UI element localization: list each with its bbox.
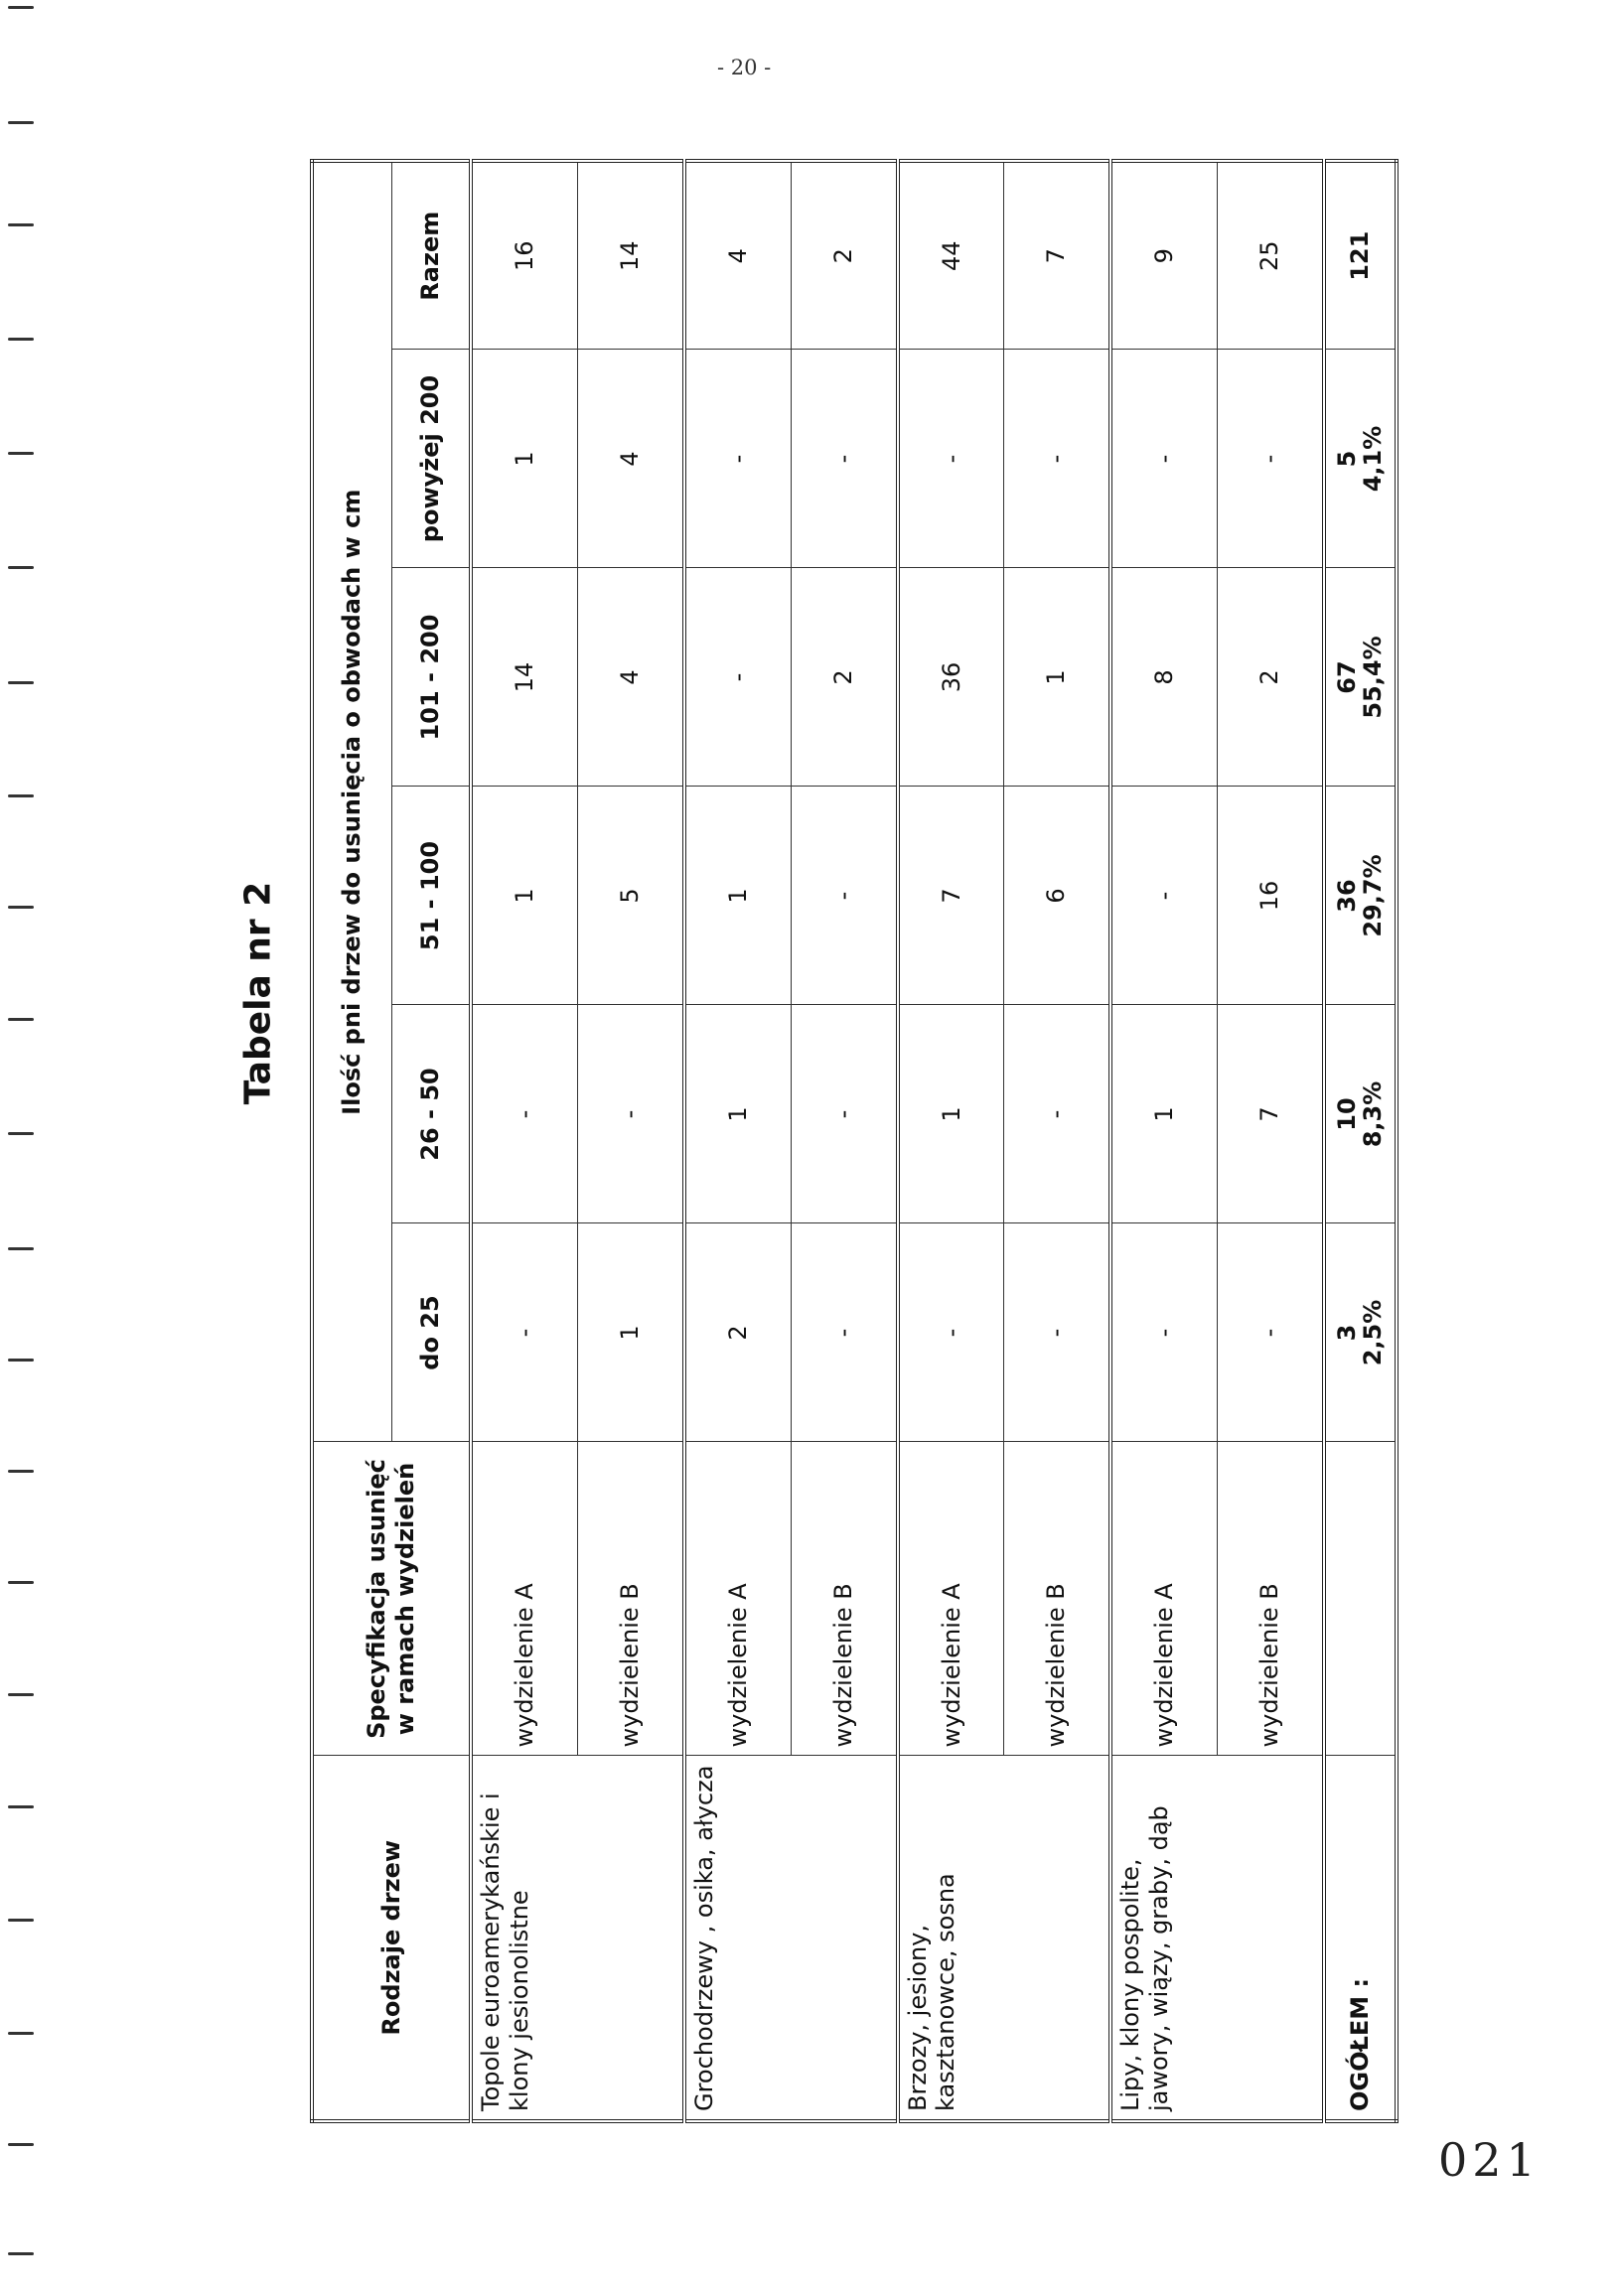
value-cell: 1 <box>684 787 791 1005</box>
subdivision-cell: wydzielenie A <box>471 1442 577 1756</box>
value-cell: 6 <box>1004 787 1110 1005</box>
binding-mark <box>8 794 34 797</box>
binding-mark <box>8 2252 34 2255</box>
value-cell: 7 <box>898 787 1004 1005</box>
value-cell: - <box>1110 1223 1217 1442</box>
value-cell: 1 <box>1004 568 1110 787</box>
table-row <box>684 161 791 2121</box>
totals-row <box>1324 161 1397 2121</box>
value-cell: 36 <box>898 568 1004 787</box>
table-row <box>1110 161 1217 2121</box>
totals-percent: 55,4% <box>1358 636 1387 719</box>
header-range: 51 - 100 <box>391 787 471 1005</box>
header-range: do 25 <box>391 1223 471 1442</box>
totals-cell <box>1324 568 1397 787</box>
row-total-cell: 9 <box>1110 161 1217 350</box>
value-cell: - <box>791 1005 897 1223</box>
value-cell: 1 <box>471 787 577 1005</box>
value-cell: 5 <box>577 787 683 1005</box>
value-cell: 7 <box>1218 1005 1324 1223</box>
value-cell: - <box>684 350 791 568</box>
value-cell: - <box>1218 1223 1324 1442</box>
binding-mark <box>8 1247 34 1250</box>
species-cell: Grochodrzewy , osika, ałycza <box>684 1756 898 2121</box>
totals-count: 36 <box>1333 879 1362 913</box>
species-cell: Brzozy, jesiony, kasztanowce, sosna <box>898 1756 1111 2121</box>
header-species: Rodzaje drzew <box>312 1756 471 2121</box>
table-title: Tabela nr 2 <box>237 881 279 1105</box>
row-total-cell: 25 <box>1218 161 1324 350</box>
value-cell: 8 <box>1110 568 1217 787</box>
value-cell: - <box>577 1005 683 1223</box>
row-total-cell: 2 <box>791 161 897 350</box>
value-cell: - <box>1218 350 1324 568</box>
binding-mark <box>8 223 34 226</box>
value-cell: - <box>471 1223 577 1442</box>
binding-mark <box>8 906 34 909</box>
totals-percent: 29,7% <box>1358 854 1387 937</box>
table-row <box>471 161 577 2121</box>
binding-mark <box>8 566 34 569</box>
value-cell: 1 <box>684 1005 791 1223</box>
binding-mark <box>8 452 34 455</box>
binding-mark <box>8 1470 34 1473</box>
totals-cell <box>1324 1005 1397 1223</box>
value-cell: 14 <box>471 568 577 787</box>
species-cell: Topole euroamerykańskie i klony jesionolistne <box>471 1756 684 2121</box>
header-range: 26 - 50 <box>391 1005 471 1223</box>
subdivision-cell: wydzielenie B <box>577 1442 683 1756</box>
binding-mark <box>8 6 34 9</box>
value-cell: 2 <box>1218 568 1324 787</box>
row-total-cell: 16 <box>471 161 577 350</box>
header-group: Ilość pni drzew do usunięcia o obwodach w cm <box>312 161 391 1442</box>
subdivision-cell: wydzielenie A <box>684 1442 791 1756</box>
binding-mark <box>8 1359 34 1362</box>
binding-mark <box>8 1693 34 1696</box>
totals-count: 67 <box>1333 660 1362 694</box>
value-cell: 1 <box>898 1005 1004 1223</box>
value-cell: 1 <box>1110 1005 1217 1223</box>
row-total-cell: 4 <box>684 161 791 350</box>
binding-mark <box>8 338 34 341</box>
row-total-cell: 14 <box>577 161 683 350</box>
subdivision-cell: wydzielenie A <box>1110 1442 1217 1756</box>
value-cell: - <box>1110 350 1217 568</box>
value-cell: 1 <box>471 350 577 568</box>
value-cell: 16 <box>1218 787 1324 1005</box>
binding-mark <box>8 1581 34 1584</box>
value-cell: - <box>898 1223 1004 1442</box>
subdivision-cell: wydzielenie B <box>791 1442 897 1756</box>
subdivision-cell: wydzielenie B <box>1004 1442 1110 1756</box>
value-cell: - <box>1004 1005 1110 1223</box>
binding-mark <box>8 1919 34 1922</box>
value-cell: - <box>471 1005 577 1223</box>
value-cell: 2 <box>684 1223 791 1442</box>
grand-total-cell: 121 <box>1324 161 1397 350</box>
value-cell: - <box>791 787 897 1005</box>
totals-count: 3 <box>1333 1324 1362 1342</box>
totals-percent: 2,5% <box>1358 1299 1387 1366</box>
binding-mark <box>8 1805 34 1808</box>
totals-cell <box>1324 350 1397 568</box>
binding-mark <box>8 121 34 124</box>
table-container <box>310 163 1399 2123</box>
value-cell: 2 <box>791 568 897 787</box>
value-cell: - <box>1110 787 1217 1005</box>
header-range: powyżej 200 <box>391 350 471 568</box>
value-cell: - <box>898 350 1004 568</box>
binding-mark <box>8 2143 34 2146</box>
subdivision-cell: wydzielenie B <box>1218 1442 1324 1756</box>
totals-empty-cell <box>1324 1442 1397 1756</box>
species-cell: Lipy, klony pospolite, jawory, wiązy, graby, dąb <box>1110 1756 1324 2121</box>
stamp-number: 021 <box>1438 2133 1541 2187</box>
value-cell: - <box>791 350 897 568</box>
value-cell: 4 <box>577 350 683 568</box>
value-cell: 1 <box>577 1223 683 1442</box>
page-number: - 20 - <box>717 56 772 79</box>
totals-cell <box>1324 787 1397 1005</box>
totals-percent: 4,1% <box>1358 425 1387 493</box>
binding-mark <box>8 1132 34 1135</box>
tree-removal-table <box>310 159 1399 2123</box>
value-cell: - <box>791 1223 897 1442</box>
value-cell: - <box>1004 350 1110 568</box>
totals-count: 10 <box>1333 1097 1362 1131</box>
value-cell: - <box>684 568 791 787</box>
totals-count: 5 <box>1333 450 1362 468</box>
value-cell: 4 <box>577 568 683 787</box>
binding-mark <box>8 681 34 684</box>
value-cell: - <box>1004 1223 1110 1442</box>
header-total: Razem <box>391 161 471 350</box>
row-total-cell: 7 <box>1004 161 1110 350</box>
table-row <box>898 161 1004 2121</box>
binding-mark <box>8 1018 34 1021</box>
header-specification: Specyfikacja usunięć w ramach wydzieleń <box>312 1442 471 1756</box>
totals-label: OGÓŁEM : <box>1324 1756 1397 2121</box>
totals-percent: 8,3% <box>1358 1080 1387 1148</box>
binding-mark <box>8 2032 34 2035</box>
subdivision-cell: wydzielenie A <box>898 1442 1004 1756</box>
row-total-cell: 44 <box>898 161 1004 350</box>
totals-cell <box>1324 1223 1397 1442</box>
header-range: 101 - 200 <box>391 568 471 787</box>
